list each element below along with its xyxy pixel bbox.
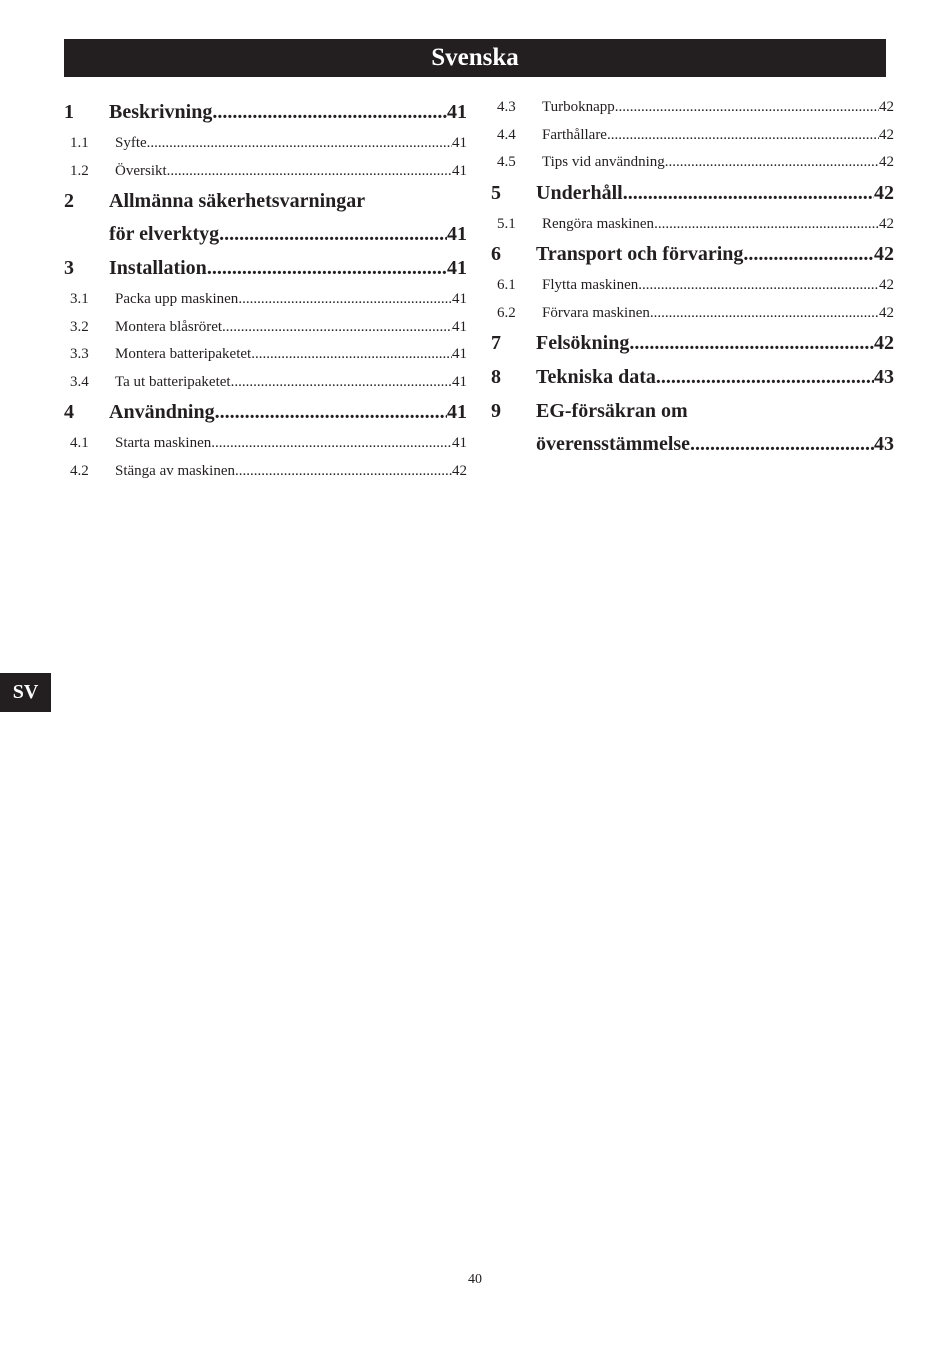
toc-entry[interactable]: [491, 240, 894, 274]
toc-label: Förvara maskinen: [542, 304, 650, 321]
toc-number: 4.4: [497, 126, 516, 143]
toc-leader: [654, 213, 879, 235]
toc-leader: [743, 240, 874, 268]
toc-label: Farthållare: [542, 126, 607, 143]
toc-number: 2: [64, 190, 74, 212]
toc-page: 41: [452, 162, 467, 179]
toc-label: EG-försäkran om: [536, 400, 688, 422]
toc-number: 1: [64, 101, 74, 123]
toc-label: Packa upp maskinen: [115, 291, 239, 307]
page-number: 40: [468, 1272, 482, 1287]
toc-entry[interactable]: [491, 397, 894, 430]
toc-label: överensstämmelse: [536, 433, 691, 455]
toc-page: 43: [874, 433, 894, 455]
toc-label: Felsökning: [536, 332, 630, 354]
toc-number: 4.2: [70, 462, 89, 479]
toc-number: 4.1: [70, 435, 89, 451]
toc-label: Montera blåsröret: [115, 318, 223, 335]
toc-label: Syfte: [115, 135, 147, 151]
toc-number: 6: [491, 243, 501, 265]
toc-label: Transport och förvaring: [536, 243, 744, 265]
toc-leader: [207, 254, 447, 282]
toc-entry[interactable]: [64, 460, 467, 488]
toc-entry[interactable]: [64, 371, 467, 399]
toc-leader: [219, 220, 447, 248]
toc-page: 41: [447, 223, 467, 245]
toc-entry-continued[interactable]: [491, 430, 894, 464]
toc-page: 42: [874, 181, 894, 204]
toc-page: 43: [874, 366, 894, 388]
toc-number: 5: [491, 181, 501, 204]
toc-leader: [638, 274, 879, 296]
toc-leader: [650, 302, 879, 324]
toc-number: 8: [491, 366, 501, 388]
toc-number: 1.2: [70, 162, 89, 179]
toc-number: 3.3: [70, 346, 89, 362]
toc-label: Tips vid användning: [542, 154, 665, 170]
toc-leader: [656, 363, 874, 391]
toc-page: 42: [879, 215, 894, 232]
toc-leader: [212, 98, 447, 126]
toc-entry[interactable]: [491, 179, 894, 213]
toc-number: 7: [491, 332, 501, 354]
toc-entry[interactable]: [64, 98, 467, 132]
toc-leader: [215, 398, 447, 426]
toc-page: 42: [874, 243, 894, 265]
toc-number: 9: [491, 400, 501, 422]
toc-number: 4.3: [497, 99, 516, 115]
toc-label: Översikt: [115, 162, 167, 179]
toc-number: 4.5: [497, 154, 516, 170]
toc-label: Användning: [109, 401, 215, 423]
toc-label: Tekniska data: [536, 366, 656, 388]
toc-number: 3.2: [70, 318, 89, 335]
toc-leader: [665, 151, 879, 173]
toc-leader: [167, 160, 452, 182]
toc-page: 41: [452, 435, 467, 451]
toc-label: Montera batteripaketet: [115, 346, 252, 362]
toc-page: 42: [879, 99, 894, 115]
toc-page: 41: [452, 346, 467, 362]
language-tab-label: SV: [12, 681, 39, 703]
toc-label: Beskrivning: [109, 101, 213, 123]
toc-label: Stänga av maskinen: [115, 462, 235, 479]
toc-page: 42: [452, 462, 467, 479]
toc-page: 41: [452, 373, 467, 390]
toc-entry[interactable]: [491, 274, 894, 302]
toc-number: 4: [64, 401, 74, 423]
toc-number: 6.1: [497, 277, 516, 293]
toc-label: Flytta maskinen: [542, 277, 639, 293]
language-tab: [0, 673, 51, 712]
toc-entry[interactable]: [64, 288, 467, 316]
toc-leader: [222, 316, 452, 338]
toc-number: 3: [64, 257, 74, 279]
toc-label: Starta maskinen: [115, 435, 212, 451]
toc-entry[interactable]: [491, 96, 894, 124]
toc-entry[interactable]: [491, 329, 894, 363]
toc-entry[interactable]: [491, 363, 894, 397]
toc-entry[interactable]: [491, 302, 894, 330]
toc-leader: [211, 432, 452, 454]
toc-page: 41: [447, 257, 467, 279]
toc-label: Ta ut batteripaketet: [115, 373, 231, 390]
toc-label: Turboknapp: [542, 99, 615, 115]
toc-label: Underhåll: [536, 181, 623, 204]
toc-entry[interactable]: [64, 432, 467, 460]
toc-label: Allmänna säkerhetsvarningar: [109, 190, 366, 212]
toc-page: 41: [452, 135, 467, 151]
toc-number: 6.2: [497, 304, 516, 321]
toc-page: 42: [879, 277, 894, 293]
toc-page: 41: [452, 291, 467, 307]
toc-entry[interactable]: [64, 398, 467, 432]
toc-leader: [623, 179, 874, 207]
toc-leader: [231, 371, 452, 393]
toc-entry[interactable]: [64, 187, 467, 220]
toc-number: 5.1: [497, 215, 516, 232]
toc-leader: [235, 460, 452, 482]
toc-label: Rengöra maskinen: [542, 215, 655, 232]
toc-leader: [607, 124, 879, 146]
toc-entry[interactable]: [64, 254, 467, 288]
toc-leader: [147, 132, 452, 154]
toc-leader: [238, 288, 452, 310]
toc-leader: [251, 343, 452, 365]
toc-page: 42: [879, 154, 894, 170]
toc-entry[interactable]: [491, 124, 894, 152]
toc-page: 41: [447, 401, 467, 423]
toc-entry[interactable]: [64, 132, 467, 160]
toc-page: 42: [879, 304, 894, 321]
toc-page: 42: [879, 126, 894, 143]
toc-leader: [615, 96, 879, 118]
toc-number: 1.1: [70, 135, 89, 151]
page-header: [64, 39, 886, 77]
toc-label: Installation: [109, 257, 207, 279]
toc-right-column: [491, 96, 894, 464]
toc-entry-continued[interactable]: [64, 220, 467, 254]
toc-left-column: [64, 98, 467, 487]
header-title: Svenska: [431, 44, 519, 71]
toc-page: 42: [874, 332, 894, 354]
toc-entry[interactable]: [64, 343, 467, 371]
toc-entry[interactable]: [491, 213, 894, 241]
toc-page: 41: [452, 318, 467, 335]
toc-entry[interactable]: [491, 151, 894, 179]
toc-leader: [690, 430, 874, 458]
toc-entry[interactable]: [64, 316, 467, 344]
toc-number: 3.4: [70, 373, 89, 390]
toc-number: 3.1: [70, 291, 89, 307]
toc-entry[interactable]: [64, 160, 467, 188]
toc-label: för elverktyg: [109, 223, 220, 245]
toc-leader: [629, 329, 874, 357]
toc-page: 41: [447, 101, 467, 123]
